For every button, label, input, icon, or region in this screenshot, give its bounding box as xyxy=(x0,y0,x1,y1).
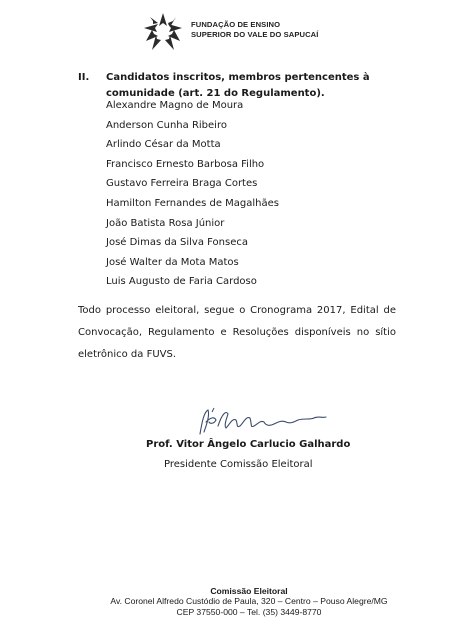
candidate-name: João Batista Rosa Júnior xyxy=(106,217,225,229)
org-name-line2: SUPERIOR DO VALE DO SAPUCAÍ xyxy=(191,29,319,39)
footer-contact: CEP 37550-000 – Tel. (35) 3449-8770 xyxy=(176,606,322,617)
footer-title: Comissão Eleitoral xyxy=(210,586,288,596)
handwritten-signature xyxy=(196,404,328,438)
footer xyxy=(0,586,464,617)
body-paragraph: Todo processo eleitoral, segue o Cronograma 2017, Edital de Convocação, Regulamento e Resoluções disponíveis no sítio eletrônico da FUVS. xyxy=(78,305,396,360)
star-logo-icon xyxy=(143,12,183,52)
candidate-name: José Walter da Mota Matos xyxy=(106,256,239,268)
candidate-name: Anderson Cunha Ribeiro xyxy=(106,119,227,131)
org-name-line1: FUNDAÇÃO DE ENSINO xyxy=(191,20,281,29)
signer-role: Presidente Comissão Eleitoral xyxy=(164,459,313,470)
candidate-name: Luis Augusto de Faria Cardoso xyxy=(106,276,257,288)
candidate-name: Hamilton Fernandes de Magalhães xyxy=(106,197,280,209)
signer-name: Prof. Vitor Ângelo Carlucio Galhardo xyxy=(146,439,351,450)
candidate-name: Gustavo Ferreira Braga Cortes xyxy=(106,178,258,190)
candidate-name: Francisco Ernesto Barbosa Filho xyxy=(106,158,265,170)
candidate-name: Alexandre Magno de Moura xyxy=(106,100,244,111)
section-number: II. xyxy=(78,72,90,83)
section-title: Candidatos inscritos, membros pertencentes à comunidade (art. 21 do Regulamento). xyxy=(106,72,370,99)
candidate-list xyxy=(106,96,279,292)
candidate-name: José Dimas da Silva Fonseca xyxy=(106,237,248,249)
organization-name xyxy=(191,20,318,39)
candidate-name: Arlindo César da Motta xyxy=(106,139,221,151)
footer-address: Av. Coronel Alfredo Custódio de Paula, 320 – Centro – Pouso Alegre/MG xyxy=(110,596,388,607)
